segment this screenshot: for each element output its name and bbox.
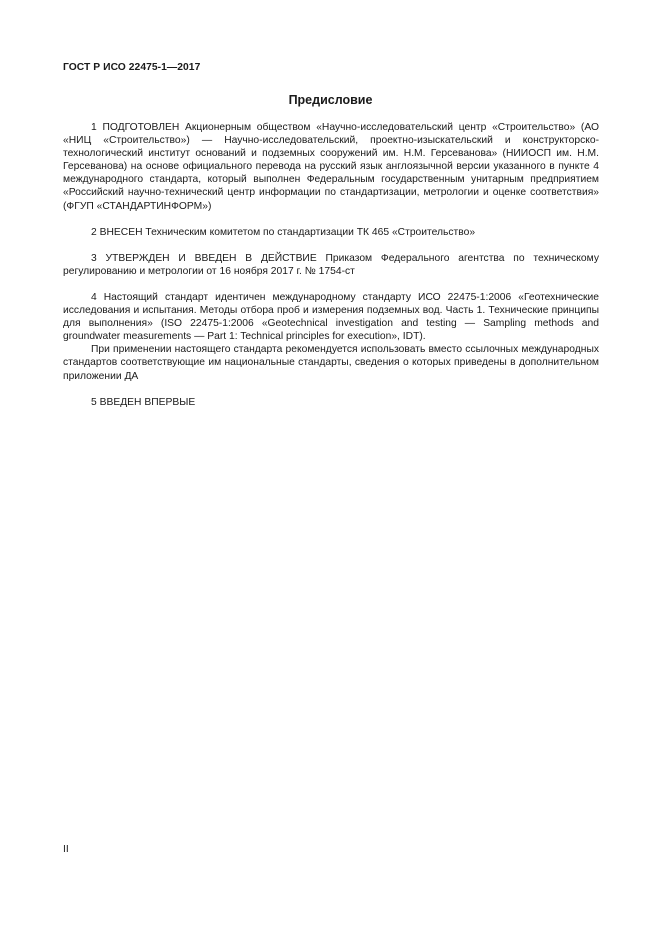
paragraph-application-note: При применении настоящего стандарта рекомендуется использовать вместо ссылочных международных стандартов соответствующие им национальные стандарты, сведения о которых приведены в дополнительном приложении ДА — [63, 344, 599, 382]
page-title: Предисловие — [288, 93, 373, 107]
paragraph-prepared-by: 1 ПОДГОТОВЛЕН Акционерным обществом «Научно-исследовательский центр «Строительство» (АО «НИЦ «Строительство») — Научно-исследовательский, проектно-изыскательский и конструкторско-технологический институт оснований и подземных сооружений им. Н.М. Герсеванова» (НИИОСП им. Н.М. Герсеванова) на основе официального перевода на русский язык англоязычной версии указанного в пункте 4 международного стандарта, который выполнен Федеральным государственным унитарным предприятием «Российский научно-технический центр информации по стандартизации, метрологии и оценке соответствия» (ФГУП «СТАНДАРТИНФОРМ») — [63, 122, 599, 212]
paragraph-approved: 3 УТВЕРЖДЕН И ВВЕДЕН В ДЕЙСТВИЕ Приказом Федерального агентства по техническому регулированию и метрологии от 16 ноября 2017 г. № 1754-ст — [63, 252, 599, 277]
paragraph-first-introduced: 5 ВВЕДЕН ВПЕРВЫЕ — [91, 396, 196, 408]
standard-code-header: ГОСТ Р ИСО 22475-1—2017 — [63, 62, 201, 73]
page-number: II — [63, 844, 69, 855]
paragraph-introduced-by: 2 ВНЕСЕН Техническим комитетом по стандартизации ТК 465 «Строительство» — [91, 226, 476, 238]
paragraph-identical-standard: 4 Настоящий стандарт идентичен международному стандарту ИСО 22475-1:2006 «Геотехнические исследования и испытания. Методы отбора проб и измерения подземных вод. Часть 1. Технические принципы для выполнения» (ISO 22475-1:2006 «Geotechnical investigation and testing — Sampling methods and groundwater measurements — Part 1: Technical principles for execution», IDT). — [63, 291, 599, 343]
foreword-body — [63, 121, 599, 409]
